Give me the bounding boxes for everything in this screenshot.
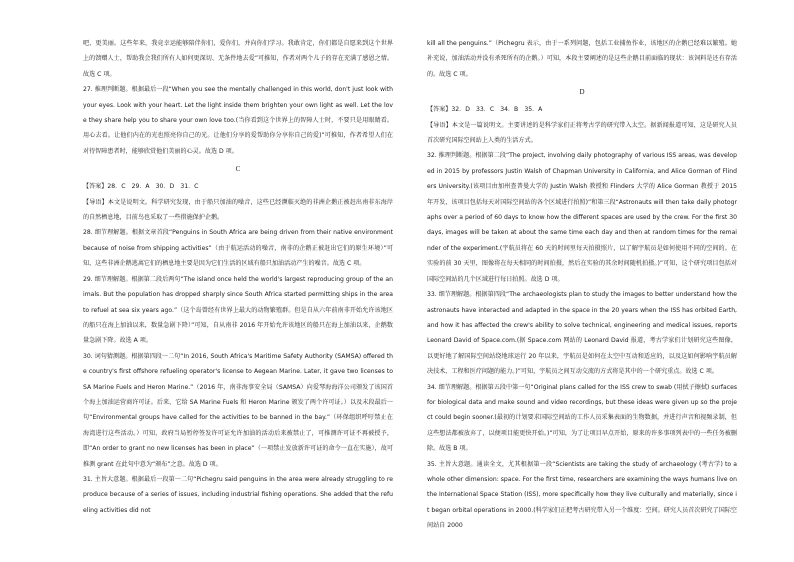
paragraph: 33. 细节理解题。根据第四段“The archaeologists plan to study the images to better understand how the astronauts have interacted and adapted in the space in the 20 years when the ISS has orbited Earth, and how it has affected the crew's ability to solve technical, engineering and medical issues, reports Leonard David of Space.com.(据 Space.com 网站的 Leonard David 报道，考古学家们计划研究这些图像，以更好地了解国际空间站绕地球运行 20 年以来，宇航员是如何在太空中互动和适应的，以及这如何影响宇航员解决技术、工程和医疗问题的能力。)”可知，宇航员之间互动交流的方式将是其中的一个研究重点。故选 C 项。 bbox=[427, 291, 737, 376]
paragraph: 35. 主旨大意题。通读全文，尤其根据第一段“Scientists are taking the study of archaeology (考古学) to a whole other dimension: space. For the first time, researchers are examining the ways humans live on the International Space Station (ISS), more specifically how they live culturally and materially, since it began orbital operations in 2000.(科学家们正把考古研究带入另一个维度：空间。研究人员首次研究了国际空间站自 2000 bbox=[427, 460, 737, 530]
paragraph: kill all the penguins.”（Pichegru 表示，由于一系列问题，包括工业捕鱼作业，该地区的企鹅已经难以繁殖。她补充说，加油活动并没有杀死所有的企鹅。）可知，本段主要阐述的是这些企鹅目前面临的现状：该饲料是还有存活的。故选 C 项。 bbox=[427, 40, 737, 78]
paragraph: 【导语】本文是说明文。科学研究发现，由于船只加油的噪音，这些已经濒临灭绝的非洲企鹅正被赶出南非东海岸的自然栖息地，目前鸟也采取了一些措施保护企鹅。 bbox=[83, 198, 393, 222]
paragraph: 29. 细节理解题。根据第二段后两句“The island once held the world's largest reproducing group of the animals. But the population has dropped sharply since South Africa started permitting ships in the area to refuel at sea six years ago.”（这个岛曾经有世界上最大的动物繁殖群。但是自从六年前南非开始允许该地区的船只在海上加油以来，数量急剧下降）”可知，自从南非 2016 年开始允许该地区的船只在海上加油以来，企鹅数量急剧下降。故选 A 项。 bbox=[83, 275, 393, 345]
right-column bbox=[427, 36, 737, 534]
answer-key: 【答案】28．C 29．A 30．D 31．C bbox=[83, 183, 199, 191]
paragraph: 31. 主旨大意题。根据最后一段第一二句“Pichegru said penguins in the area were already struggling to reproduce because of a series of issues, including industrial fishing operations. She added that the refueling activities did not bbox=[83, 475, 393, 514]
left-column bbox=[83, 36, 393, 518]
paragraph: 28. 细节理解题。根据文章首段“Penguins in South Africa are being driven from their native environment because of noise from shipping activities”（由于航运活动的噪音，南非的企鹅正被赶出它们的原生环境）”可知，这些非洲企鹅逃离它们的栖息地主要是因为它们生活的区域有船只加油活动产生的噪音。故选 C 项。 bbox=[83, 229, 393, 268]
paragraph: 27. 推理判断题。根据最后一段“When you see the mentally challenged in this world, don't just look with your eyes. Look with your heart. Let the light inside them brighten your own light as well. Let the love they share help you to share your own love too.(当你看到这个世界上的智障人士时，不要只是用眼睛看。用心去看。让他们内在的光也照亮你自己的光。让他们分享的爱帮助你分享你自己的爱)”可推知，作者希望人们在对待智障患者时，能够欣赏他们美丽的心灵。故选 D 项。 bbox=[83, 86, 393, 155]
section-letter: D bbox=[579, 88, 585, 97]
paragraph: 34. 细节理解题。根据第五段中第一句“Original plans called for the ISS crew to swab (用拭子擦拭) surfaces for biological data and make sound and video recordings, but these ideas were given up so the project could begin sooner.(最初的计划要求国际空间站的工作人员采集表面的生物数据，并进行声音和视频录制，但这些想法都被放弃了，以便项目能更快开始。)”可知，为了让项目早点开始，原来的许多事项列表中的一些任务被删除。故选 B 项。 bbox=[427, 383, 737, 453]
paragraph: 吧、更美丽。这些年来，我竟幸运能够陪伴你们，爱你们，并向你们学习。我敢肯定，你们都是自愿来到这个世界上的馈赠人士，帮助我会我们所有人如何更深切、无条件地去爱”可推知，作者对两个儿子的存在充满了感恩之情。故选 C 项。 bbox=[83, 40, 393, 78]
paragraph: 30. 词句猜测题。根据第四段一二句“In 2016, South Africa's Maritime Safety Authority (SAMSA) offered the country's first offshore refueling operator's license to Aegean Marine. Later, it gave two licenses to SA Marine Fuels and Heron Marine.”（2016 年，南非海事安全局（SAMSA）向爱琴海海洋公司颁发了该国首个海上加油运营商许可证。后来，它给 SA Marine Fuels 和 Heron Marine 颁发了两个许可证。）以及末段最后一句“Environmental groups have called for the activities to be banned in the bay.”（环保组织呼吁禁止在海湾进行这些活动。）可知，政府当局暂停签发许可证允许加油的活动后来被禁止了，可推测许可证不再被授予，即“An order to grant no new licenses has been in place”（一项禁止发放新许可证的命令一直在实施），故可推测 grant 在此句中意为“颁布”之意。故选 D 项。 bbox=[83, 352, 393, 468]
paragraph: 【导语】本文是一篇说明文。主要讲述的是科学家们正将考古学的研究带入太空。据新闻报道可知，这是研究人员首次研究国际空间站上人类的生活方式。 bbox=[427, 121, 737, 145]
section-letter: C bbox=[235, 165, 241, 174]
paragraph: 32. 推理判断题。根据第二段“The project, involving daily photography of various ISS areas, was developed in 2015 by professors Justin Walsh of Chapman University in California, and Alice Gorman of Flinders University.(该项目由加州查普曼大学的 Justin Walsh 教授和 Flinders 大学的 Alice Gorman 教授于 2015 年开发，该项目包括每天对国际空间站的各个区域进行拍照)”和第三段“Astronauts will then take daily photographs over a period of 60 days to know how the different spaces are used by the crew. For the first 30 days, images will be taken at about the same time each day and then at random times for the remainder of the experiment.(宇航员将在 60 天的时间里每天拍摄照片，以了解宇航员是如何使用不同的空间的。在实验的前 30 天里，图像将在每天相同的时间拍摄，然后在实验的其余时间随机拍摄。)”可知，这个研究项目包括对国际空间站的几个区域进行每日拍照。故选 D 项。 bbox=[427, 152, 737, 283]
answer-key: 【答案】32．D 33．C 34．B 35．A bbox=[427, 106, 543, 114]
